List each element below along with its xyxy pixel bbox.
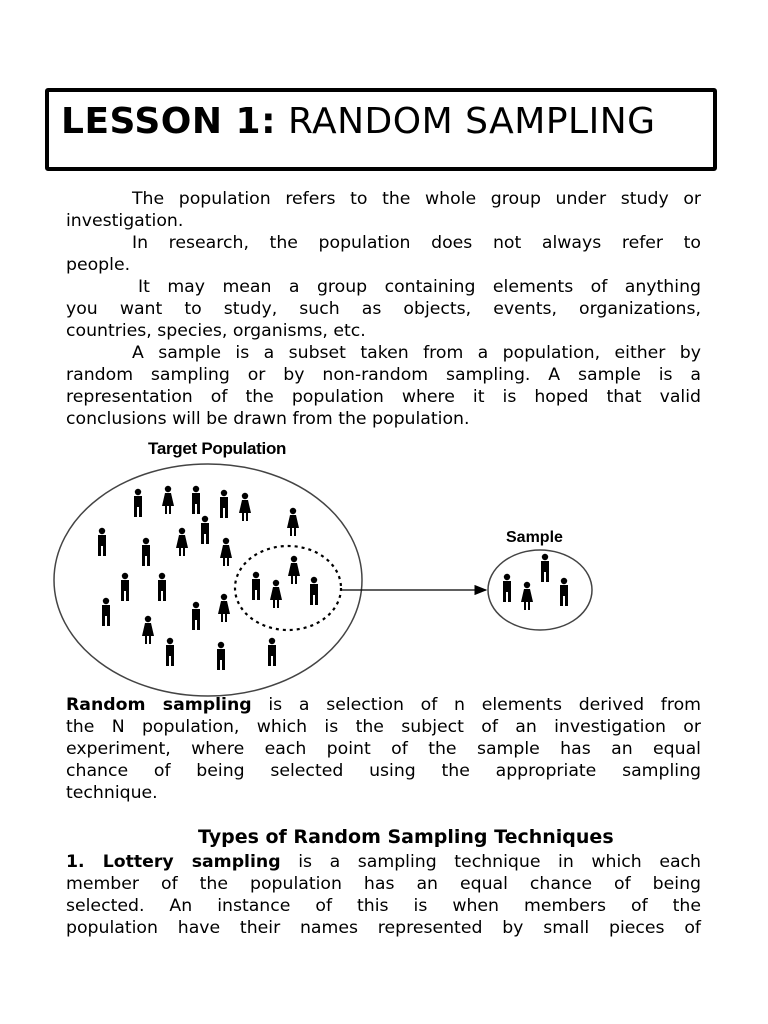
selected-subset-circle xyxy=(235,546,341,630)
lottery-term: 1. Lottery sampling xyxy=(66,852,281,872)
random-sampling-definition xyxy=(66,694,701,804)
types-heading: Types of Random Sampling Techniques xyxy=(198,826,614,848)
target-population-label: Target Population xyxy=(148,439,287,458)
p2-line1: In research, the population does not always refer to xyxy=(132,233,701,253)
lottery-line1-rest: is a sampling technique in which each xyxy=(298,852,701,872)
lesson-title-box xyxy=(45,88,717,171)
sample-people xyxy=(503,554,568,610)
population-sample-diagram xyxy=(50,432,610,702)
lottery-line3: selected. An instance of this is when members of the xyxy=(66,896,701,916)
rs-line4: chance of being selected using the appropriate sampling xyxy=(66,761,701,781)
subset-people xyxy=(252,556,318,608)
lottery-line4: population have their names represented by small pieces of xyxy=(66,918,701,938)
p3-line2: you want to study, such as objects, events, organizations, xyxy=(66,299,701,319)
random-sampling-term: Random sampling xyxy=(66,695,252,715)
lesson-title xyxy=(61,100,656,144)
p1-line2: investigation. xyxy=(66,211,184,231)
rs-line1 xyxy=(66,694,701,716)
p1-line1: The population refers to the whole group under study or xyxy=(132,189,701,209)
lottery-line2: member of the population has an equal chance of being xyxy=(66,874,701,894)
rs-line3: experiment, where each point of the sample has an equal xyxy=(66,739,701,759)
lesson-topic: RANDOM SAMPLING xyxy=(287,101,656,142)
population-people xyxy=(98,486,299,670)
sample-label: Sample xyxy=(506,529,563,546)
rs-line5: technique. xyxy=(66,783,158,803)
lesson-number: LESSON 1: xyxy=(61,101,276,142)
rs-line2: the N population, which is the subject of an investigation or xyxy=(66,717,701,737)
p4-line1: A sample is a subset taken from a population, either by xyxy=(132,343,701,363)
intro-text xyxy=(66,188,701,430)
p4-line2: random sampling or by non-random sampling. A sample is a xyxy=(66,365,701,385)
p2-line2: people. xyxy=(66,255,131,275)
lottery-line1 xyxy=(66,851,701,873)
rs-line1-rest: is a selection of n elements derived from xyxy=(268,695,701,715)
p4-line4: conclusions will be drawn from the population. xyxy=(66,409,470,429)
p3-line1: It may mean a group containing elements of anything xyxy=(138,277,701,297)
lottery-sampling-text xyxy=(66,851,701,939)
p4-line3: representation of the population where it is hoped that valid xyxy=(66,387,701,407)
p3-line3: countries, species, organisms, etc. xyxy=(66,321,366,341)
